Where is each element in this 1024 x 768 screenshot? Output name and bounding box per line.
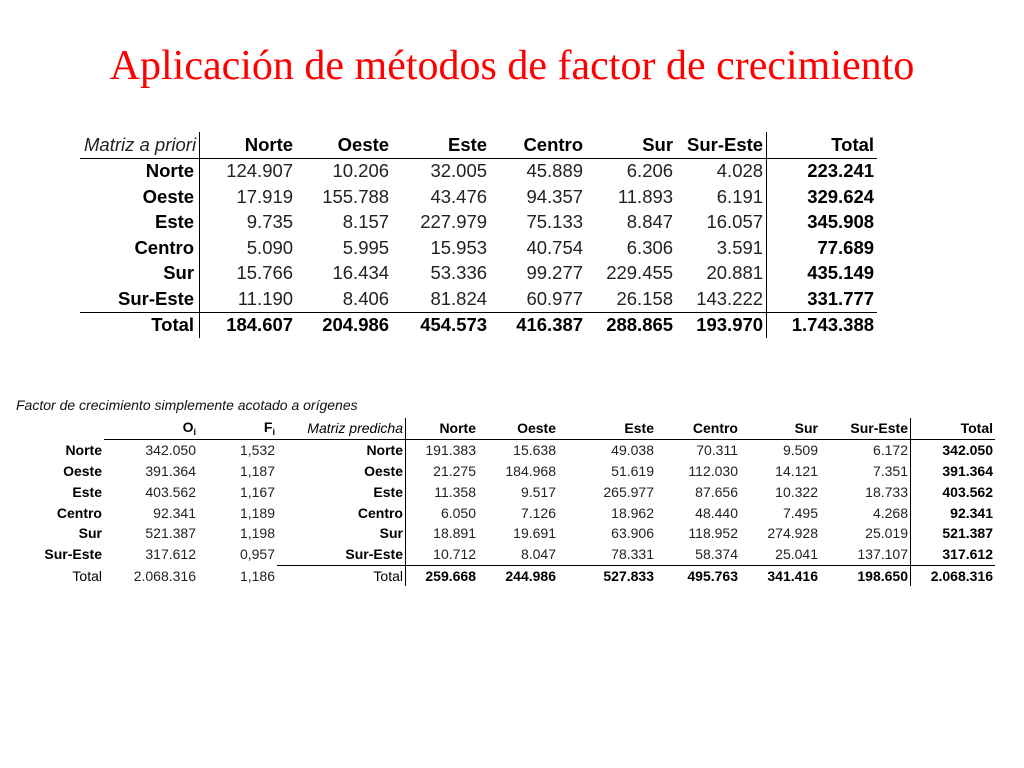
origin-label: Sur-Este bbox=[44, 546, 102, 563]
predicted-value: 78.331 bbox=[611, 546, 654, 563]
column-header: Sur-Este bbox=[820, 418, 911, 439]
predicted-value: 48.440 bbox=[695, 504, 738, 521]
predicted-value: 11.358 bbox=[434, 483, 476, 500]
cell-value: 184.607 bbox=[200, 312, 297, 338]
growth-factor-body bbox=[16, 439, 995, 586]
prior-matrix-table bbox=[80, 132, 877, 338]
origin-value: 391.364 bbox=[145, 462, 196, 479]
table-row bbox=[16, 461, 995, 482]
row-total: 1.743.388 bbox=[767, 312, 878, 338]
column-header: Este bbox=[392, 132, 490, 158]
cell-value: 94.357 bbox=[526, 185, 584, 207]
origin-label: Total bbox=[72, 567, 102, 584]
column-header: Total bbox=[911, 418, 996, 439]
predicted-total: 391.364 bbox=[942, 462, 993, 479]
predicted-value: 19.691 bbox=[513, 525, 556, 542]
origin-label: Este bbox=[72, 483, 102, 500]
column-header: Norte bbox=[406, 418, 479, 439]
predicted-value: 18.891 bbox=[433, 525, 476, 542]
cell-value: 20.881 bbox=[676, 261, 767, 287]
predicted-value: 18.733 bbox=[820, 481, 911, 502]
table-row bbox=[16, 439, 995, 460]
row-label: Sur-Este bbox=[80, 286, 200, 312]
column-header: Total bbox=[767, 132, 878, 158]
cell-value: 17.919 bbox=[236, 185, 294, 207]
cell-value: 11.190 bbox=[237, 287, 294, 309]
column-header: Centro bbox=[656, 418, 740, 439]
empty-header bbox=[16, 418, 104, 439]
predicted-total: 342.050 bbox=[942, 442, 993, 459]
origin-label: Oeste bbox=[63, 462, 102, 479]
cell-value: 16.057 bbox=[676, 210, 767, 236]
row-total: 329.624 bbox=[807, 185, 875, 207]
prior-matrix-body bbox=[80, 158, 877, 338]
predicted-value: 259.668 bbox=[406, 565, 479, 586]
cell-value: 75.133 bbox=[526, 211, 584, 233]
origin-value: 92.341 bbox=[153, 504, 196, 521]
predicted-row-label: Total bbox=[277, 565, 406, 586]
predicted-row-label: Norte bbox=[277, 439, 406, 460]
predicted-value: 58.374 bbox=[695, 546, 738, 563]
cell-value: 45.889 bbox=[526, 160, 584, 182]
growth-factor-caption: Factor de crecimiento simplemente acotado a orígenes bbox=[16, 397, 358, 413]
cell-value: 26.158 bbox=[616, 287, 674, 309]
table-row bbox=[80, 158, 877, 184]
predicted-value: 118.952 bbox=[688, 525, 738, 542]
prior-matrix-corner: Matriz a priori bbox=[80, 132, 200, 158]
column-header: Oeste bbox=[478, 418, 558, 439]
row-label: Norte bbox=[80, 158, 200, 184]
cell-value: 4.028 bbox=[676, 158, 767, 184]
factor-value: 1,198 bbox=[239, 525, 275, 542]
predicted-value: 14.121 bbox=[775, 462, 818, 479]
predicted-row-label: Sur bbox=[277, 523, 406, 544]
cell-value: 5.090 bbox=[246, 236, 294, 258]
predicted-value: 18.962 bbox=[611, 504, 654, 521]
cell-value: 60.977 bbox=[526, 287, 584, 309]
column-header: Sur-Este bbox=[676, 132, 767, 158]
table-row bbox=[16, 544, 995, 565]
total-row bbox=[16, 565, 995, 586]
predicted-value: 7.495 bbox=[782, 504, 818, 521]
predicted-value: 87.656 bbox=[695, 483, 738, 500]
predicted-row-label: Oeste bbox=[277, 461, 406, 482]
cell-value: 454.573 bbox=[392, 312, 490, 338]
predicted-value: 341.416 bbox=[740, 565, 820, 586]
cell-value: 6.206 bbox=[626, 160, 674, 182]
table-row bbox=[80, 184, 877, 210]
cell-value: 143.222 bbox=[676, 286, 767, 312]
predicted-value: 7.126 bbox=[520, 504, 556, 521]
predicted-value: 6.172 bbox=[820, 439, 911, 460]
predicted-value: 25.041 bbox=[775, 546, 818, 563]
total-row bbox=[80, 312, 877, 338]
origin-value: 342.050 bbox=[145, 442, 196, 459]
table-row bbox=[80, 261, 877, 287]
factor-value: 1,167 bbox=[239, 483, 275, 500]
table-row bbox=[80, 235, 877, 261]
table-row bbox=[16, 481, 995, 502]
cell-value: 10.206 bbox=[332, 160, 390, 182]
column-header: Sur bbox=[740, 418, 820, 439]
predicted-value: 184.968 bbox=[505, 462, 556, 479]
table-row bbox=[16, 523, 995, 544]
cell-value: 99.277 bbox=[526, 262, 584, 284]
origin-value: 317.612 bbox=[145, 546, 196, 563]
cell-value: 8.406 bbox=[342, 287, 390, 309]
predicted-total: 92.341 bbox=[950, 504, 993, 521]
predicted-value: 10.322 bbox=[775, 483, 818, 500]
growth-factor-header-row bbox=[16, 418, 995, 439]
predicted-value: 70.311 bbox=[696, 442, 738, 459]
predicted-matrix-corner: Matriz predicha bbox=[277, 418, 406, 439]
column-header: Centro bbox=[490, 132, 586, 158]
predicted-row-label: Centro bbox=[277, 502, 406, 523]
origin-label: Sur bbox=[78, 525, 102, 542]
factor-value: 0,957 bbox=[239, 546, 275, 563]
cell-value: 53.336 bbox=[430, 262, 488, 284]
predicted-total: 403.562 bbox=[942, 483, 993, 500]
row-label: Centro bbox=[80, 235, 200, 261]
cell-value: 3.591 bbox=[676, 235, 767, 261]
origin-label: Norte bbox=[65, 441, 102, 458]
row-total: 345.908 bbox=[807, 211, 875, 233]
column-header: Norte bbox=[200, 132, 297, 158]
predicted-value: 9.517 bbox=[520, 483, 556, 500]
row-label: Total bbox=[80, 312, 200, 338]
cell-value: 6.306 bbox=[626, 236, 674, 258]
predicted-value: 112.030 bbox=[688, 462, 738, 479]
predicted-value: 244.986 bbox=[478, 565, 558, 586]
row-total: 223.241 bbox=[807, 160, 875, 182]
predicted-value: 137.107 bbox=[820, 544, 911, 565]
cell-value: 155.788 bbox=[322, 185, 390, 207]
cell-value: 8.847 bbox=[626, 211, 674, 233]
predicted-value: 6.050 bbox=[440, 504, 476, 521]
column-header: Oeste bbox=[296, 132, 392, 158]
column-header: Sur bbox=[586, 132, 676, 158]
table-row bbox=[80, 286, 877, 312]
predicted-value: 15.638 bbox=[513, 442, 556, 459]
predicted-value: 495.763 bbox=[656, 565, 740, 586]
growth-factor-table bbox=[16, 418, 995, 586]
cell-value: 32.005 bbox=[430, 160, 488, 182]
cell-value: 124.907 bbox=[226, 160, 294, 182]
origin-value: 2.068.316 bbox=[133, 567, 196, 584]
predicted-value: 63.906 bbox=[611, 525, 654, 542]
cell-value: 5.995 bbox=[342, 236, 390, 258]
predicted-value: 265.977 bbox=[603, 483, 654, 500]
predicted-value: 10.712 bbox=[433, 546, 476, 563]
predicted-value: 4.268 bbox=[820, 502, 911, 523]
row-total: 77.689 bbox=[817, 236, 875, 258]
cell-value: 288.865 bbox=[586, 312, 676, 338]
cell-value: 204.986 bbox=[296, 312, 392, 338]
row-total: 331.777 bbox=[807, 287, 875, 309]
factor-value: 1,187 bbox=[239, 462, 275, 479]
cell-value: 15.953 bbox=[430, 236, 488, 258]
cell-value: 227.979 bbox=[420, 211, 488, 233]
predicted-value: 25.019 bbox=[820, 523, 911, 544]
factor-value: 1,186 bbox=[239, 567, 275, 584]
origin-value: 403.562 bbox=[145, 483, 196, 500]
predicted-value: 21.275 bbox=[433, 462, 476, 479]
predicted-value: 8.047 bbox=[520, 546, 556, 563]
table-row bbox=[80, 210, 877, 236]
origin-header: $O_i$ bbox=[104, 418, 198, 439]
cell-value: 9.735 bbox=[246, 211, 294, 233]
cell-value: 40.754 bbox=[526, 236, 584, 258]
factor-value: 1,189 bbox=[239, 504, 275, 521]
cell-value: 15.766 bbox=[236, 262, 294, 284]
cell-value: 43.476 bbox=[430, 185, 488, 207]
cell-value: 8.157 bbox=[342, 211, 390, 233]
predicted-total: 521.387 bbox=[942, 525, 993, 542]
factor-header: $F_i$ bbox=[198, 418, 277, 439]
table-row bbox=[16, 502, 995, 523]
cell-value: 81.824 bbox=[430, 287, 488, 309]
predicted-value: 198.650 bbox=[820, 565, 911, 586]
origin-value: 521.387 bbox=[145, 525, 196, 542]
predicted-row-label: Sur-Este bbox=[277, 544, 406, 565]
cell-value: 416.387 bbox=[490, 312, 586, 338]
cell-value: 6.191 bbox=[676, 184, 767, 210]
slide-title: Aplicación de métodos de factor de crecimiento bbox=[109, 43, 915, 89]
column-header: Este bbox=[558, 418, 656, 439]
predicted-value: 9.509 bbox=[782, 442, 818, 459]
row-label: Oeste bbox=[80, 184, 200, 210]
cell-value: 193.970 bbox=[676, 312, 767, 338]
prior-matrix-header-row bbox=[80, 132, 877, 158]
predicted-row-label: Este bbox=[277, 481, 406, 502]
origin-label: Centro bbox=[56, 504, 102, 521]
predicted-value: 7.351 bbox=[820, 461, 911, 482]
cell-value: 229.455 bbox=[606, 262, 674, 284]
cell-value: 11.893 bbox=[617, 185, 674, 207]
predicted-value: 49.038 bbox=[611, 442, 654, 459]
predicted-value: 191.383 bbox=[425, 442, 476, 459]
predicted-value: 274.928 bbox=[767, 525, 818, 542]
row-total: 435.149 bbox=[807, 262, 875, 284]
row-label: Este bbox=[80, 210, 200, 236]
predicted-total: 317.612 bbox=[942, 546, 993, 563]
predicted-value: 527.833 bbox=[558, 565, 656, 586]
predicted-value: 51.619 bbox=[611, 462, 654, 479]
row-label: Sur bbox=[80, 261, 200, 287]
predicted-total: 2.068.316 bbox=[911, 565, 996, 586]
factor-value: 1,532 bbox=[239, 442, 275, 459]
cell-value: 16.434 bbox=[332, 262, 390, 284]
